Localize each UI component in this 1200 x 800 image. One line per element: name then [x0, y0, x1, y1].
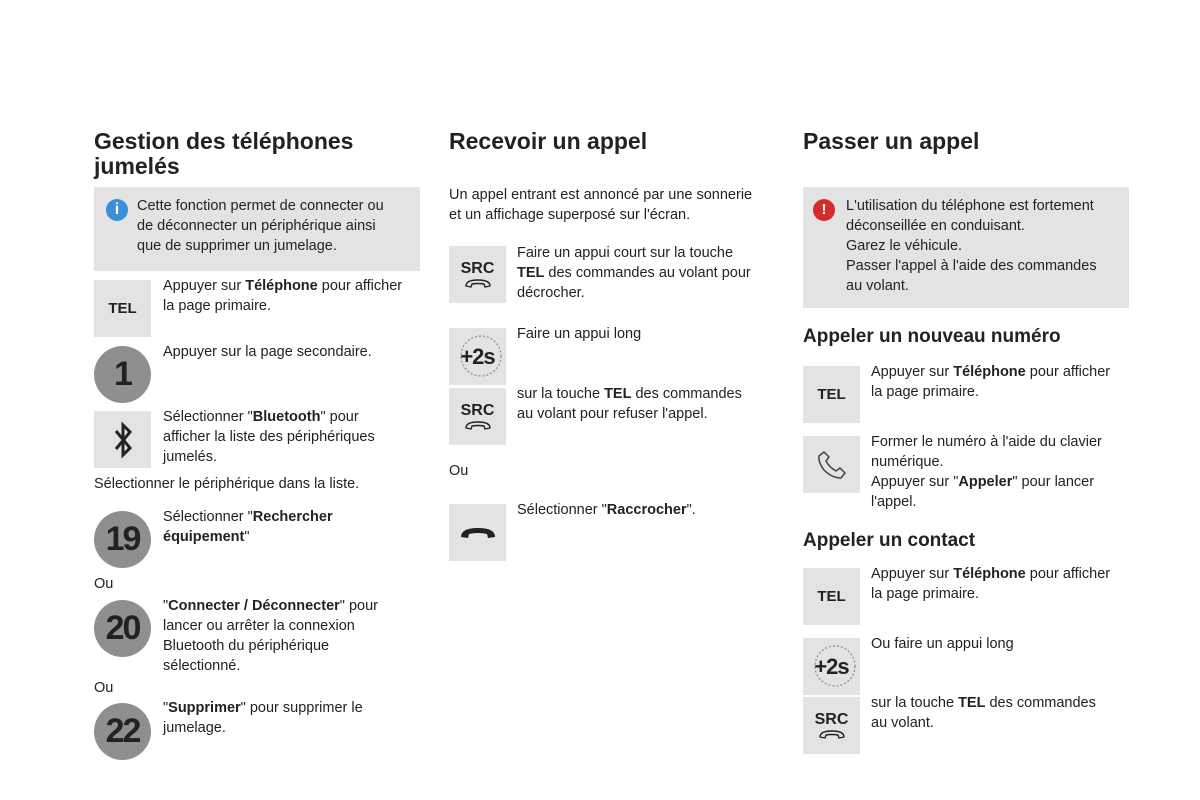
step-delete — [163, 698, 425, 738]
text-part: sélectionné. — [163, 658, 241, 674]
text-part: " pour lancer — [1012, 474, 1095, 490]
tel-label: TEL — [817, 386, 846, 403]
text-part: " pour — [339, 598, 378, 614]
or-label: Ou — [449, 463, 469, 479]
text-part: pour afficher — [317, 278, 403, 294]
section-title-pairing — [94, 129, 353, 179]
info-note — [94, 187, 420, 271]
text-part: sur la touche — [517, 386, 605, 402]
or-label: Ou — [94, 680, 114, 696]
text-part: des commandes au volant pour — [544, 265, 751, 281]
phone-hangup-icon — [464, 278, 492, 290]
src-button — [803, 697, 860, 754]
warning-line: Garez le véhicule. — [846, 238, 963, 254]
text-bold: TEL — [604, 386, 632, 402]
text-part: " — [244, 529, 250, 545]
text-part: Sélectionner " — [517, 502, 607, 518]
phone-handset-icon — [815, 448, 849, 482]
tel-button — [94, 280, 151, 337]
src-label: SRC — [814, 710, 849, 728]
text-part: et un affichage superposé sur l'écran. — [449, 207, 691, 223]
column-receive-call — [449, 0, 779, 800]
text-part: au volant pour refuser l'appel. — [517, 406, 708, 422]
column-pairing — [94, 0, 424, 800]
step-steering-controls — [871, 693, 1133, 733]
step-long-press: Faire un appui long — [517, 326, 642, 342]
text-part: " pour supprimer le — [240, 700, 363, 716]
step-telephone — [163, 276, 425, 316]
text-part: Sélectionner " — [163, 409, 253, 425]
text-part: décrocher. — [517, 285, 585, 301]
hangup-tile — [449, 504, 506, 561]
step-bluetooth — [163, 407, 425, 467]
warning-line: au volant. — [846, 278, 909, 294]
text-part: Un appel entrant est annoncé par une sonnerie — [449, 187, 753, 203]
subsection-contact: Appeler un contact — [803, 530, 976, 551]
warning-text — [846, 196, 1097, 296]
step-number-22 — [94, 703, 151, 760]
step-number-1 — [94, 346, 151, 403]
long-press-tile — [803, 638, 860, 695]
select-device-text: Sélectionner le périphérique dans la liste. — [94, 476, 360, 492]
text-part: jumelage. — [163, 720, 226, 736]
info-text — [137, 196, 384, 256]
step-telephone — [871, 362, 1133, 402]
step-number-19 — [94, 511, 151, 568]
text-part: numérique. — [871, 454, 944, 470]
step-search-device — [163, 507, 333, 547]
text-part: des commandes — [631, 386, 742, 402]
text-bold: Téléphone — [953, 364, 1026, 380]
step-number: 20 — [105, 609, 140, 647]
step-short-press — [517, 243, 779, 303]
long-press-tile — [449, 328, 506, 385]
text-part: la page primaire. — [871, 384, 979, 400]
text-bold: Raccrocher — [606, 502, 687, 518]
text-part: Appuyer sur — [871, 364, 954, 380]
warning-icon: ! — [813, 199, 835, 221]
two-seconds-label: +2s — [814, 653, 849, 679]
info-icon: i — [106, 199, 128, 221]
info-line: que de supprimer un jumelage. — [137, 238, 337, 254]
text-part: l'appel. — [871, 494, 917, 510]
step-number: 1 — [114, 355, 131, 393]
tel-button — [803, 366, 860, 423]
text-part: Appuyer sur " — [871, 474, 959, 490]
text-part: " — [163, 598, 169, 614]
subsection-new-number: Appeler un nouveau numéro — [803, 326, 1061, 347]
step-telephone — [871, 564, 1133, 604]
text-bold: Connecter / Déconnecter — [168, 598, 340, 614]
src-label: SRC — [460, 259, 495, 277]
text-part: Appuyer sur — [163, 278, 246, 294]
bluetooth-tile — [94, 411, 151, 468]
text-part: ". — [686, 502, 696, 518]
warning-line: déconseillée en conduisant. — [846, 218, 1025, 234]
src-label: SRC — [460, 401, 495, 419]
column-make-call — [803, 0, 1133, 800]
section-title-receive: Recevoir un appel — [449, 128, 648, 154]
text-bold: Bluetooth — [252, 409, 321, 425]
text-bold: équipement — [163, 529, 245, 545]
step-hang-up — [517, 500, 696, 520]
or-label: Ou — [94, 576, 114, 592]
text-part: pour afficher — [1025, 566, 1111, 582]
step-connect-disconnect — [163, 596, 425, 676]
text-part: sur la touche — [871, 695, 959, 711]
text-part: Bluetooth du périphérique — [163, 638, 330, 654]
info-line: de déconnecter un périphérique ainsi — [137, 218, 376, 234]
step-refuse-call — [517, 384, 779, 424]
step-dial-number — [871, 432, 1133, 512]
receive-intro — [449, 185, 779, 225]
text-part: " pour — [320, 409, 359, 425]
text-part: jumelés. — [163, 449, 217, 465]
two-seconds-label: +2s — [460, 343, 495, 369]
src-button — [449, 388, 506, 445]
text-part: Appuyer sur — [871, 566, 954, 582]
phone-hangup-icon — [818, 729, 846, 741]
text-bold: Supprimer — [168, 700, 241, 716]
tel-button — [803, 568, 860, 625]
info-line: Cette fonction permet de connecter ou — [137, 198, 384, 214]
section-title-make-call: Passer un appel — [803, 128, 980, 154]
step-secondary-page: Appuyer sur la page secondaire. — [163, 344, 372, 360]
warning-line: L'utilisation du téléphone est fortement — [846, 198, 1094, 214]
bluetooth-icon — [108, 420, 138, 460]
text-part: des commandes — [985, 695, 1096, 711]
text-part: lancer ou arrêter la connexion — [163, 618, 355, 634]
tel-label: TEL — [108, 300, 137, 317]
text-part: au volant. — [871, 715, 934, 731]
step-number: 22 — [105, 712, 140, 750]
warning-note — [803, 187, 1129, 308]
src-button — [449, 246, 506, 303]
step-number: 19 — [105, 520, 140, 558]
text-part: la page primaire. — [163, 298, 271, 314]
dial-tile — [803, 436, 860, 493]
phone-hangup-icon — [464, 420, 492, 432]
step-number-20 — [94, 600, 151, 657]
text-part: Former le numéro à l'aide du clavier — [871, 434, 1102, 450]
text-part: " — [163, 700, 169, 716]
phone-hangup-icon — [459, 525, 497, 541]
title-line-2: jumelés — [94, 153, 180, 179]
text-bold: TEL — [517, 265, 545, 281]
tel-label: TEL — [817, 588, 846, 605]
text-part: Sélectionner " — [163, 509, 253, 525]
text-bold: TEL — [958, 695, 986, 711]
title-line-1: Gestion des téléphones — [94, 128, 354, 154]
text-bold: Appeler — [958, 474, 1013, 490]
warning-line: Passer l'appel à l'aide des commandes — [846, 258, 1097, 274]
text-bold: Rechercher — [252, 509, 333, 525]
text-part: pour afficher — [1025, 364, 1111, 380]
text-part: Faire un appui court sur la touche — [517, 245, 734, 261]
text-bold: Téléphone — [245, 278, 318, 294]
text-bold: Téléphone — [953, 566, 1026, 582]
step-long-press: Ou faire un appui long — [871, 636, 1014, 652]
text-part: afficher la liste des périphériques — [163, 429, 375, 445]
text-part: la page primaire. — [871, 586, 979, 602]
